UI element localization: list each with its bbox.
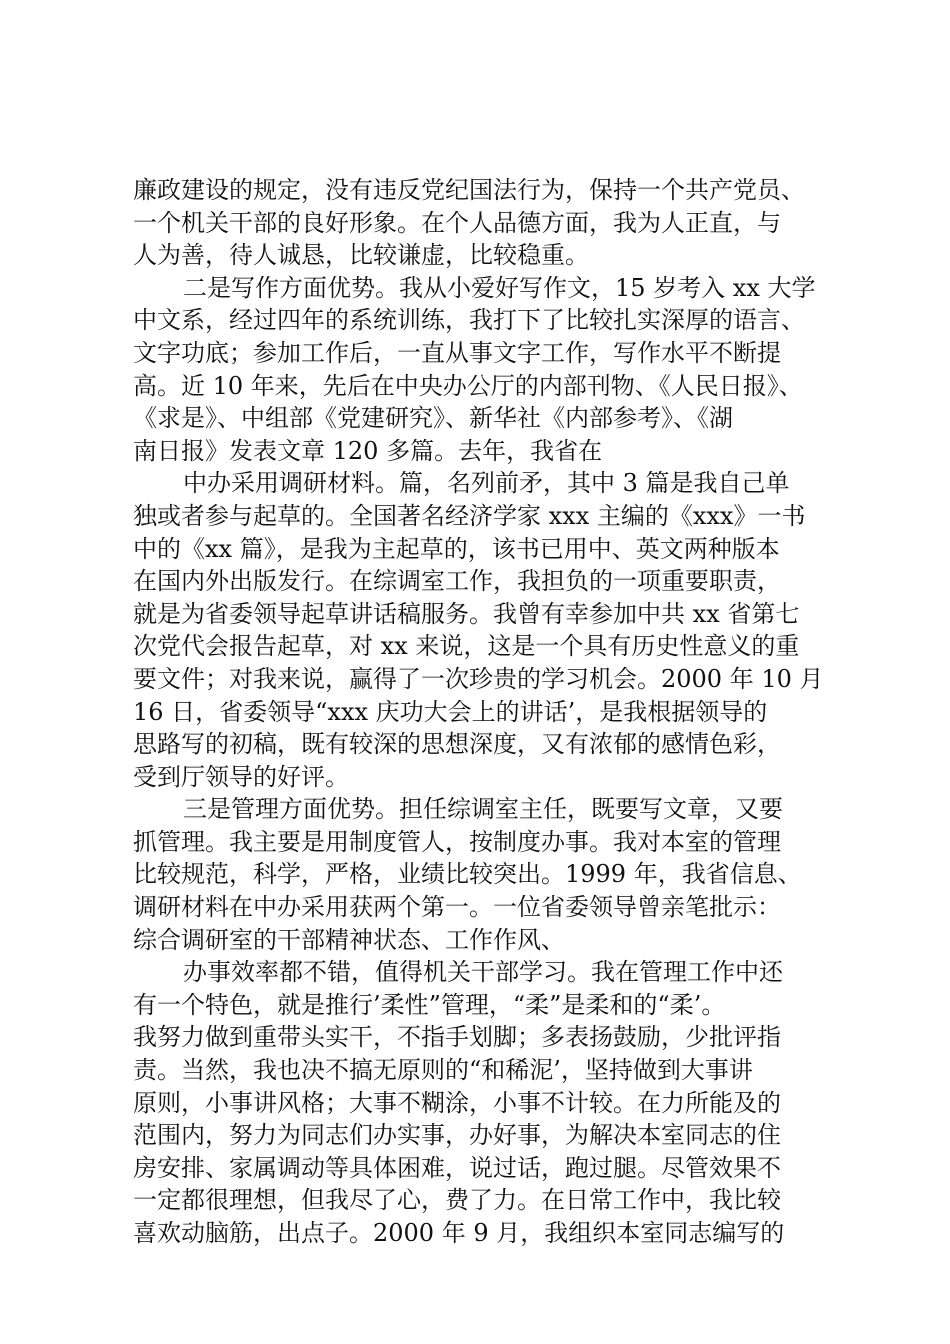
paragraph-first-line: 中办采用调研材料。篇，名列前矛，其中 3 篇是我自己单 — [183, 469, 790, 498]
text-line: 范围内，努力为同志们办实事，办好事，为解决本室同志的住 — [133, 1121, 781, 1150]
text-line: 责。当然，我也决不搞无原则的“和稀泥’，坚持做到大事讲 — [133, 1056, 753, 1085]
document-body — [133, 174, 833, 1250]
paragraph-first-line: 二是写作方面优势。我从小爱好写作文，15 岁考入 xx 大学 — [183, 273, 816, 302]
text-line: 房安排、家属调动等具体困难，说过话，跑过腿。尽管效果不 — [133, 1153, 781, 1182]
text-line: 南日报》发表文章 120 多篇。去年，我省在 — [133, 436, 603, 465]
text-line: 独或者参与起草的。全国著名经济学家 xxx 主编的《xxx》一书 — [133, 501, 806, 530]
text-line: 文字功底；参加工作后，一直从事文字工作，写作水平不断提 — [133, 338, 781, 367]
text-line: 综合调研室的干部精神状态、工作作风、 — [133, 925, 565, 954]
text-line: 受到厅领导的好评。 — [133, 762, 349, 791]
text-line: 高。近 10 年来，先后在中央办公厅的内部刊物、《人民日报》、 — [133, 371, 803, 400]
text-line: 调研材料在中办采用获两个第一。一位省委领导曾亲笔批示： — [133, 893, 781, 922]
text-line: 在国内外出版发行。在综调室工作，我担负的一项重要职责， — [133, 567, 781, 596]
text-line: 一定都很理想，但我尽了心，费了力。在日常工作中，我比较 — [133, 1186, 781, 1215]
text-line: 比较规范，科学，严格，业绩比较突出。1999 年，我省信息、 — [133, 860, 802, 889]
text-line: 中文系，经过四年的系统训练，我打下了比较扎实深厚的语言、 — [133, 306, 805, 335]
text-line: 有一个特色，就是推行’柔性”管理，“柔”是柔和的“柔’。 — [133, 990, 726, 1019]
text-line: 喜欢动脑筋，出点子。2000 年 9 月，我组织本室同志编写的 — [133, 1219, 785, 1247]
text-line: 原则，小事讲风格；大事不糊涂，小事不计较。在力所能及的 — [133, 1088, 781, 1117]
text-line: 人为善，待人诚恳，比较谦虚，比较稳重。 — [133, 241, 589, 270]
text-line: 抓管理。我主要是用制度管人，按制度办事。我对本室的管理 — [133, 827, 781, 856]
text-line: 《求是》、中组部《党建研究》、新华社《内部参考》、《湖 — [133, 404, 733, 433]
text-line: 廉政建设的规定，没有违反党纪国法行为，保持一个共产党员、 — [133, 176, 805, 204]
text-line: 我努力做到重带头实干，不指手划脚；多表扬鼓励，少批评指 — [133, 1023, 781, 1052]
text-line: 次党代会报告起草，对 xx 来说，这是一个具有历史性意义的重 — [133, 632, 800, 661]
text-line: 思路写的初稿，既有较深的思想深度，又有浓郁的感情色彩， — [133, 730, 781, 759]
paragraph-first-line: 办事效率都不错，值得机关干部学习。我在管理工作中还 — [183, 958, 783, 987]
text-line: 一个机关干部的良好形象。在个人品德方面，我为人正直，与 — [133, 208, 781, 237]
text-line: 中的《xx 篇》，是我为主起草的，该书已用中、英文两种版本 — [133, 534, 780, 563]
text-line: 就是为省委领导起草讲话稿服务。我曾有幸参加中共 xx 省第七 — [133, 599, 800, 628]
paragraph-first-line: 三是管理方面优势。担任综调室主任，既要写文章，又要 — [183, 795, 783, 824]
text-line: 要文件；对我来说，赢得了一次珍贵的学习机会。2000 年 10 月 — [133, 664, 824, 693]
text-line: 16 日，省委领导“xxx 庆功大会上的讲话’，是我根据领导的 — [133, 697, 768, 726]
